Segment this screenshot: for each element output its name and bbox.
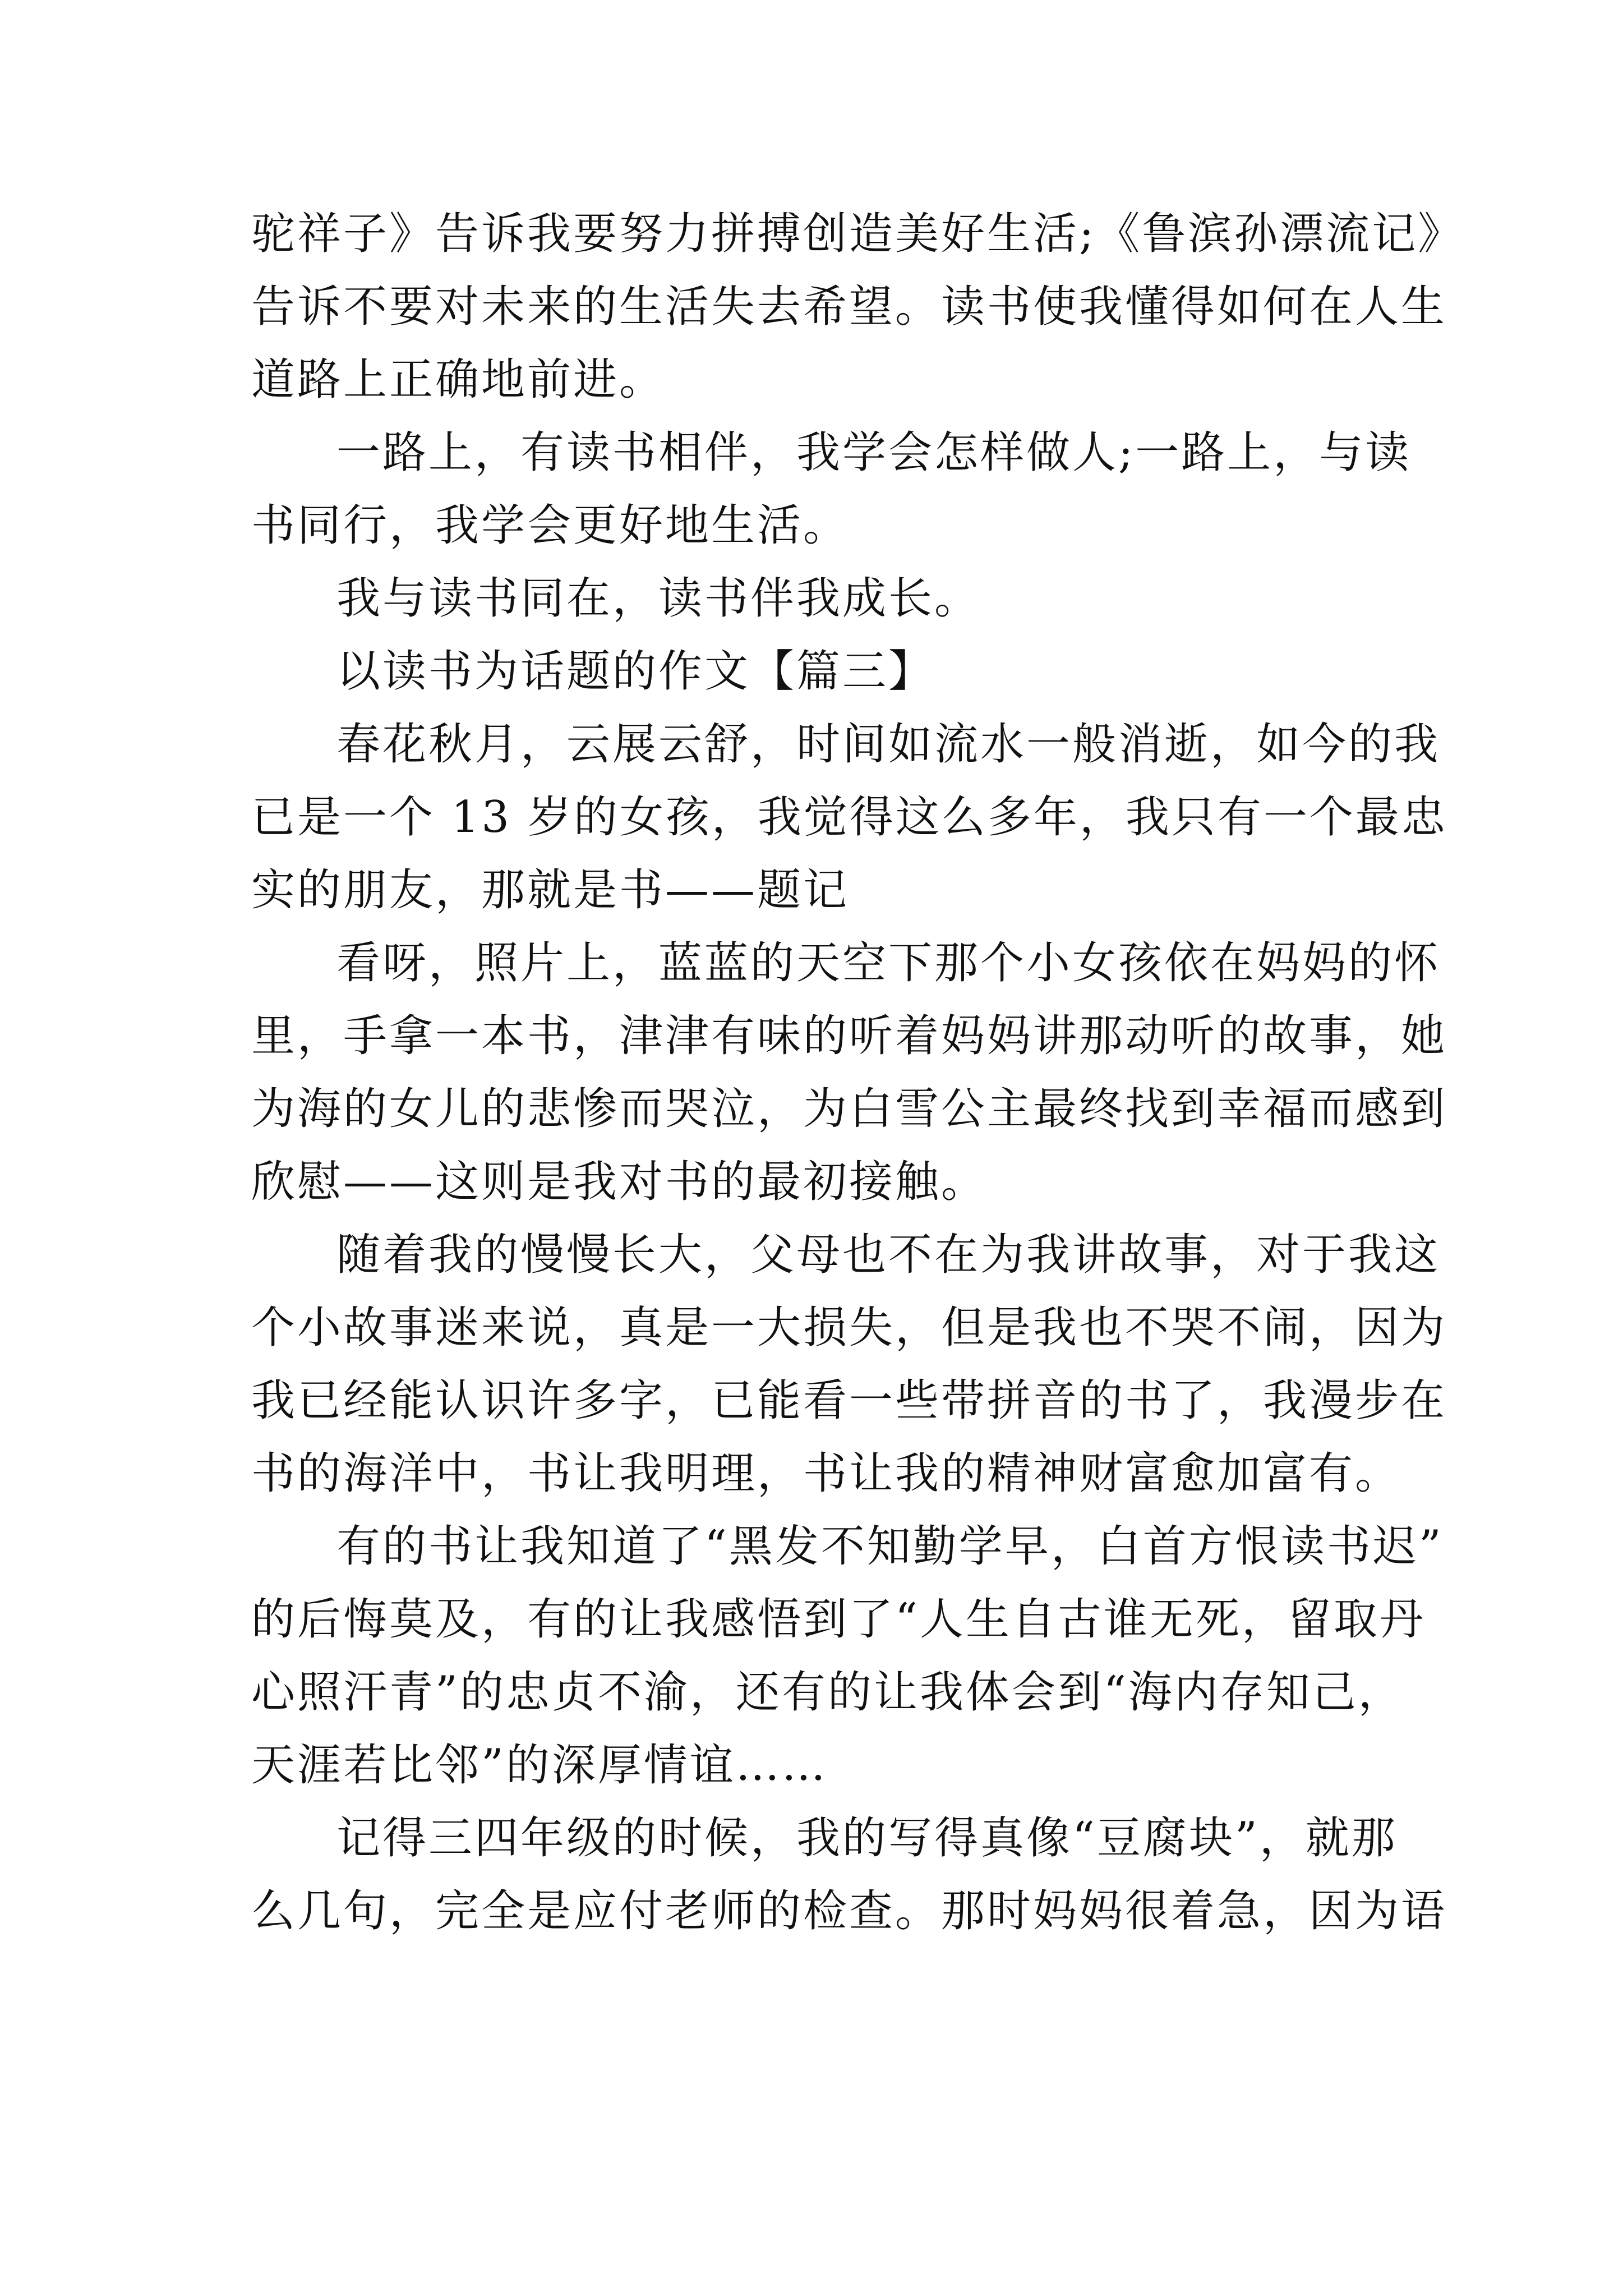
paragraph-first-line: 一路上，有读书相伴，我学会怎样做人;一路上，与读 (336, 427, 1412, 478)
document-body (251, 197, 1464, 1948)
text-line: 个小故事迷来说，真是一大损失，但是我也不哭不闹，因为 (251, 1303, 1447, 1353)
paragraph-first-line: 春花秋月，云展云舒，时间如流水一般消逝，如今的我 (336, 719, 1441, 770)
paragraph-first-line: 有的书让我知道了“黑发不知勤学早，白首方恨读书迟” (336, 1521, 1444, 1572)
paragraph-first-line: 随着我的慢慢长大，父母也不在为我讲故事，对于我这 (336, 1230, 1441, 1280)
text-line: 么几句，完全是应付老师的检查。那时妈妈很着急，因为语 (251, 1886, 1447, 1936)
text-line: 心照汗青”的忠贞不渝，还有的让我体会到“海内存知己， (251, 1667, 1404, 1718)
text-line: 驼祥子》告诉我要努力拼搏创造美好生活;《鲁滨孙漂流记》 (251, 209, 1464, 259)
text-line: 告诉不要对未来的生活失去希望。读书使我懂得如何在人生 (251, 282, 1447, 332)
text-line: 道路上正确地前进。 (251, 355, 666, 405)
paragraph-first-line: 看呀，照片上，蓝蓝的天空下那个小女孩依在妈妈的怀 (336, 938, 1441, 988)
text-line: 里，手拿一本书，津津有味的听着妈妈讲那动听的故事，她 (251, 1011, 1447, 1061)
text-line: 天涯若比邻”的深厚情谊…… (251, 1740, 828, 1791)
text-line: 书的海洋中，书让我明理，书让我的精神财富愈加富有。 (251, 1448, 1401, 1499)
text-line: 我已经能认识许多字，已能看一些带拼音的书了，我漫步在 (251, 1375, 1447, 1426)
text-line: 欣慰——这则是我对书的最初接触。 (251, 1157, 988, 1207)
paragraph-first-line: 记得三四年级的时候，我的写得真像“豆腐块”，就那 (336, 1813, 1398, 1864)
text-line: 的后悔莫及，有的让我感悟到了“人生自古谁无死，留取丹 (251, 1594, 1426, 1645)
paragraph-first-line: 我与读书同在，读书伴我成长。 (336, 573, 981, 624)
text-line: 已是一个 13 岁的女孩，我觉得这么多年，我只有一个最忠 (251, 792, 1447, 843)
text-line: 实的朋友，那就是书——题记 (251, 865, 850, 915)
text-line: 书同行，我学会更好地生活。 (251, 500, 850, 551)
text-line: 为海的女儿的悲惨而哭泣，为白雪公主最终找到幸福而感到 (251, 1084, 1447, 1134)
section-heading: 以读书为话题的作文【篇三】 (336, 646, 935, 697)
